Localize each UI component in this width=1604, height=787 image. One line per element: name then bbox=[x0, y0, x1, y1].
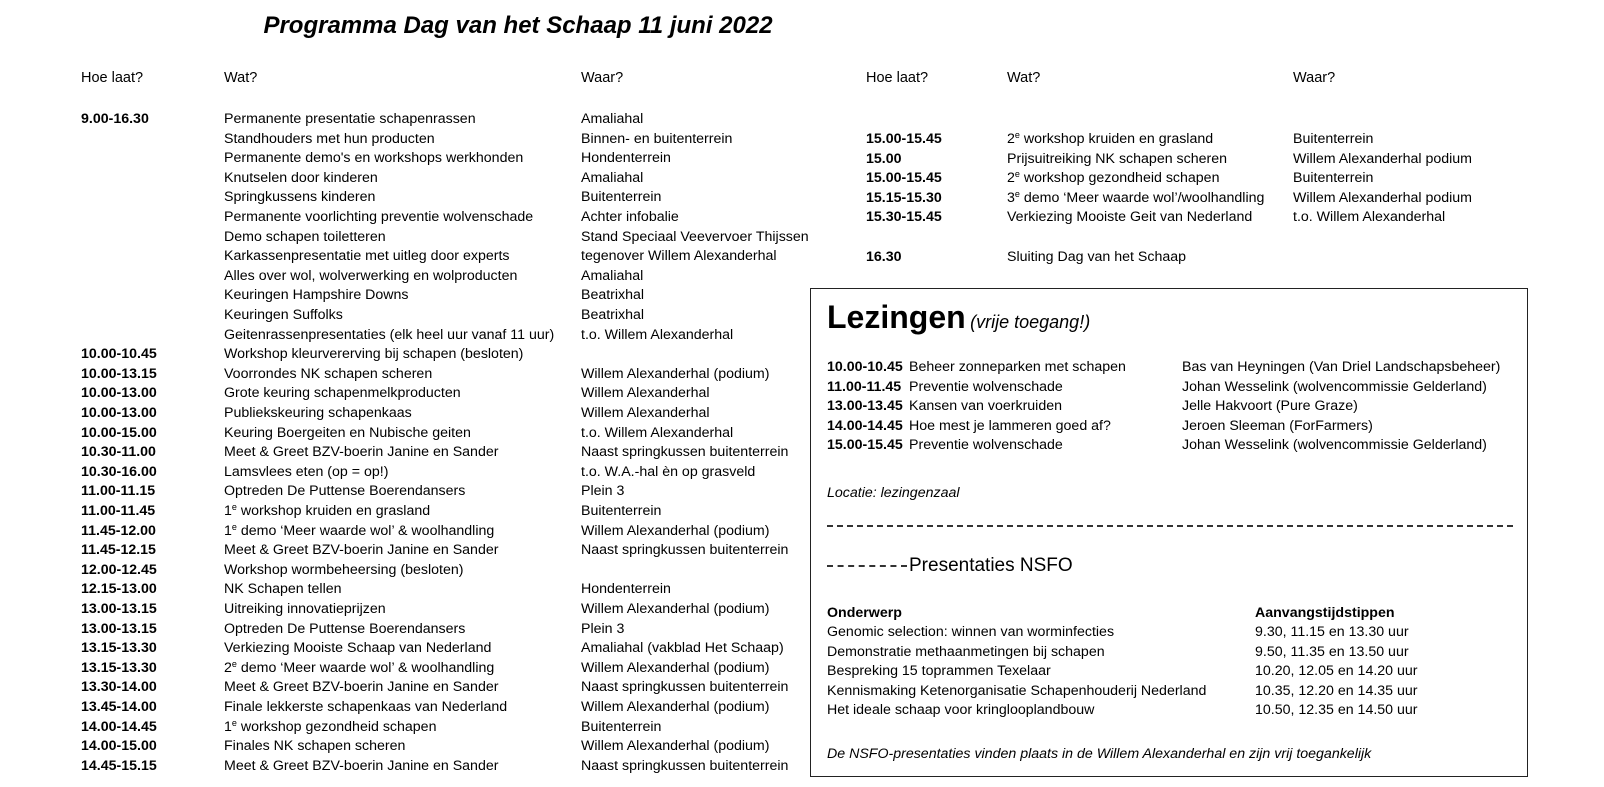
activity-cell bbox=[224, 718, 436, 737]
location-cell: Beatrixhal bbox=[581, 287, 645, 304]
presentation-subject: Het ideale schaap voor kringlooplandbouw bbox=[827, 702, 1095, 719]
lezingen-title: Lezingen bbox=[827, 299, 966, 335]
activity-cell: Permanente demo's en workshops werkhonden bbox=[224, 150, 524, 167]
ordinal-suffix: e bbox=[1014, 188, 1020, 199]
lecture-topic: Kansen van voerkruiden bbox=[909, 398, 1063, 415]
location-cell: tegenover Willem Alexanderhal bbox=[581, 248, 777, 265]
time-cell: 13.15-13.30 bbox=[81, 640, 157, 657]
location-cell: Willem Alexanderhal (podium) bbox=[581, 738, 770, 755]
time-cell: 13.00-13.15 bbox=[81, 601, 157, 617]
activity-cell: Prijsuitreiking NK schapen scheren bbox=[1007, 150, 1228, 167]
time-cell: 14.00-15.00 bbox=[81, 738, 157, 755]
location-cell: Achter infobalie bbox=[581, 209, 679, 225]
activity-text: workshop gezondheid schapen bbox=[236, 718, 437, 735]
presentation-times: 10.50, 12.35 en 14.50 uur bbox=[1255, 702, 1418, 719]
section-divider bbox=[827, 525, 1513, 527]
time-cell: 15.00-15.45 bbox=[866, 170, 942, 187]
time-cell: 12.00-12.45 bbox=[81, 561, 157, 578]
presentation-times: 9.50, 11.35 en 13.50 uur bbox=[1255, 643, 1409, 660]
activity-cell bbox=[1007, 130, 1213, 149]
location-cell: Amaliahal bbox=[581, 267, 644, 284]
activity-cell: Lamsvlees eten (op = op!) bbox=[224, 463, 389, 480]
location-cell: Amaliahal (vakblad Het Schaap) bbox=[581, 640, 784, 657]
time-cell: 11.00-11.45 bbox=[81, 503, 156, 519]
activity-cell: Knutselen door kinderen bbox=[224, 169, 378, 186]
location-cell: Willem Alexanderhal (podium) bbox=[581, 601, 770, 617]
location-cell: Hondenterrein bbox=[581, 150, 671, 167]
nsfo-heading-dashes bbox=[827, 565, 907, 567]
ordinal-number: 2 bbox=[224, 659, 232, 676]
time-cell: 10.00-13.00 bbox=[81, 385, 157, 402]
lecture-speaker: Jeroen Sleeman (ForFarmers) bbox=[1182, 417, 1373, 434]
lecture-time: 10.00-10.45 bbox=[827, 359, 903, 375]
time-cell: 13.00-13.15 bbox=[81, 620, 157, 637]
location-cell: Buitenterrein bbox=[1293, 170, 1374, 187]
location-cell: t.o. W.A.-hal èn op grasveld bbox=[581, 463, 756, 480]
location-cell: Naast springkussen buitenterrein bbox=[581, 679, 789, 696]
header-where: Waar? bbox=[581, 70, 624, 86]
location-cell: Amaliahal bbox=[581, 111, 644, 127]
activity-text: workshop kruiden en grasland bbox=[1019, 131, 1214, 147]
time-cell: 15.30-15.45 bbox=[866, 209, 942, 226]
activity-cell: Verkiezing Mooiste Schaap van Nederland bbox=[224, 640, 492, 657]
location-cell: t.o. Willem Alexanderhal bbox=[1293, 209, 1446, 226]
location-cell: Naast springkussen buitenterrein bbox=[581, 444, 789, 461]
time-cell: 15.00-15.45 bbox=[866, 131, 942, 147]
presentation-times: 10.35, 12.20 en 14.35 uur bbox=[1255, 682, 1418, 699]
location-cell: Plein 3 bbox=[581, 620, 625, 637]
location-cell: Stand Speciaal Veevervoer Thijssen bbox=[581, 228, 809, 245]
nsfo-footer: De NSFO-presentaties vinden plaats in de Willem Alexanderhal en zijn vrij toegankelijk bbox=[827, 746, 1372, 762]
activity-text: demo ‘Meer waarde wol’ & woolhandling bbox=[236, 659, 495, 676]
lecture-time: 14.00-14.45 bbox=[827, 417, 903, 434]
time-cell: 13.30-14.00 bbox=[81, 679, 157, 696]
activity-cell: Workshop kleurvererving bij schapen (besloten) bbox=[224, 346, 524, 363]
activity-cell: Meet & Greet BZV-boerin Janine en Sander bbox=[224, 757, 499, 774]
time-cell: 10.00-10.45 bbox=[81, 346, 157, 363]
activity-cell: Alles over wol, wolverwerking en wolproducten bbox=[224, 267, 518, 284]
presentation-subject: Demonstratie methaanmetingen bij schapen bbox=[827, 643, 1105, 660]
time-cell: 10.30-11.00 bbox=[81, 444, 156, 461]
activity-cell: Grote keuring schapenmelkproducten bbox=[224, 385, 461, 402]
location-cell: Willem Alexanderhal (podium) bbox=[581, 659, 770, 676]
activity-cell: Optreden De Puttense Boerendansers bbox=[224, 620, 466, 637]
nsfo-header-subject: Onderwerp bbox=[827, 605, 902, 621]
activity-cell: Permanente presentatie schapenrassen bbox=[224, 111, 476, 127]
ordinal-suffix: e bbox=[231, 521, 237, 532]
activity-text: demo ‘Meer waarde wol’ & woolhandling bbox=[236, 522, 495, 539]
activity-cell: Keuring Boergeiten en Nubische geiten bbox=[224, 424, 471, 441]
time-cell: 9.00-16.30 bbox=[81, 111, 149, 127]
lecture-speaker: Johan Wesselink (wolvencommissie Gelderland) bbox=[1182, 378, 1487, 395]
activity-cell: NK Schapen tellen bbox=[224, 581, 342, 598]
location-cell: Amaliahal bbox=[581, 169, 644, 186]
lecture-topic: Hoe mest je lammeren goed af? bbox=[909, 417, 1111, 434]
presentation-times: 10.20, 12.05 en 14.20 uur bbox=[1255, 663, 1418, 680]
lezingen-heading bbox=[827, 299, 1090, 336]
time-cell: 15.15-15.30 bbox=[866, 189, 942, 206]
location-cell: Buitenterrein bbox=[581, 189, 662, 206]
presentation-subject: Kennismaking Ketenorganisatie Schapenhouderij Nederland bbox=[827, 682, 1207, 699]
time-cell: 10.30-16.00 bbox=[81, 463, 157, 480]
lecture-speaker: Bas van Heyningen (Van Driel Landschapsbeheer) bbox=[1182, 359, 1501, 375]
location-cell: Willem Alexanderhal podium bbox=[1293, 189, 1473, 206]
activity-text: workshop gezondheid schapen bbox=[1019, 170, 1220, 187]
location-cell: Buitenterrein bbox=[581, 718, 662, 735]
lezingen-location: Locatie: lezingenzaal bbox=[827, 485, 960, 501]
activity-cell bbox=[224, 522, 494, 541]
location-cell: Naast springkussen buitenterrein bbox=[581, 542, 789, 559]
header-when-right: Hoe laat? bbox=[866, 70, 929, 86]
header-what-right: Wat? bbox=[1007, 70, 1041, 86]
activity-cell: Voorrondes NK schapen scheren bbox=[224, 365, 433, 382]
lecture-time: 13.00-13.45 bbox=[827, 398, 903, 415]
activity-cell bbox=[1007, 189, 1264, 208]
lecture-time: 11.00-11.45 bbox=[827, 378, 902, 395]
activity-text: demo ‘Meer waarde wol’/woolhandling bbox=[1019, 189, 1265, 206]
ordinal-number: 1 bbox=[224, 503, 232, 519]
location-cell: Willem Alexanderhal (podium) bbox=[581, 522, 770, 539]
lecture-topic: Preventie wolvenschade bbox=[909, 378, 1063, 395]
location-cell: t.o. Willem Alexanderhal bbox=[581, 424, 734, 441]
ordinal-number: 1 bbox=[224, 718, 232, 735]
lecture-topic: Preventie wolvenschade bbox=[909, 437, 1063, 454]
time-cell: 10.00-15.00 bbox=[81, 424, 157, 441]
activity-cell: Optreden De Puttense Boerendansers bbox=[224, 483, 466, 500]
time-cell: 12.15-13.00 bbox=[81, 581, 157, 598]
lecture-topic: Beheer zonneparken met schapen bbox=[909, 359, 1126, 375]
activity-cell: Verkiezing Mooiste Geit van Nederland bbox=[1007, 209, 1253, 226]
ordinal-suffix: e bbox=[231, 717, 237, 728]
activity-cell: Meet & Greet BZV-boerin Janine en Sander bbox=[224, 542, 499, 559]
activity-cell: Meet & Greet BZV-boerin Janine en Sander bbox=[224, 679, 499, 696]
time-cell: 10.00-13.00 bbox=[81, 405, 157, 421]
location-cell: Willem Alexanderhal (podium) bbox=[581, 365, 770, 382]
lecture-time: 15.00-15.45 bbox=[827, 437, 903, 454]
activity-cell: Karkassenpresentatie met uitleg door experts bbox=[224, 248, 510, 265]
time-cell: 11.45-12.00 bbox=[81, 522, 156, 539]
activity-cell: Geitenrassenpresentaties (elk heel uur vanaf 11 uur) bbox=[224, 326, 555, 343]
activity-cell: Permanente voorlichting preventie wolvenschade bbox=[224, 209, 534, 225]
ordinal-number: 2 bbox=[1007, 170, 1015, 187]
activity-cell: Finale lekkerste schapenkaas van Nederland bbox=[224, 699, 508, 715]
header-what: Wat? bbox=[224, 70, 258, 86]
time-cell: 14.45-15.15 bbox=[81, 757, 157, 774]
ordinal-number: 2 bbox=[1007, 131, 1015, 147]
location-cell: Binnen- en buitenterrein bbox=[581, 130, 733, 147]
activity-cell bbox=[224, 502, 430, 521]
ordinal-suffix: e bbox=[231, 658, 237, 669]
location-cell: Buitenterrein bbox=[1293, 131, 1374, 147]
activity-cell bbox=[1007, 169, 1219, 188]
ordinal-suffix: e bbox=[1014, 169, 1020, 180]
page-title: Programma Dag van het Schaap 11 juni 2022 bbox=[263, 12, 773, 39]
activity-cell: Demo schapen toiletteren bbox=[224, 228, 386, 245]
ordinal-number: 3 bbox=[1007, 189, 1015, 206]
activity-cell: Publiekskeuring schapenkaas bbox=[224, 405, 412, 421]
ordinal-suffix: e bbox=[1014, 130, 1020, 140]
presentation-subject: Bespreking 15 toprammen Texelaar bbox=[827, 663, 1051, 680]
location-cell: Beatrixhal bbox=[581, 307, 645, 323]
location-cell: Hondenterrein bbox=[581, 581, 671, 598]
location-cell: Plein 3 bbox=[581, 483, 625, 500]
activity-cell: Uitreiking innovatieprijzen bbox=[224, 601, 386, 617]
time-cell: 15.00 bbox=[866, 150, 902, 167]
lecture-speaker: Jelle Hakvoort (Pure Graze) bbox=[1182, 398, 1358, 415]
activity-cell: Meet & Greet BZV-boerin Janine en Sander bbox=[224, 444, 499, 461]
lecture-speaker: Johan Wesselink (wolvencommissie Gelderland) bbox=[1182, 437, 1487, 454]
location-cell: Willem Alexanderhal bbox=[581, 405, 710, 421]
presentation-subject: Genomic selection: winnen van worminfecties bbox=[827, 624, 1115, 640]
location-cell: Naast springkussen buitenterrein bbox=[581, 757, 789, 774]
activity-cell: Springkussens kinderen bbox=[224, 189, 376, 206]
lezingen-subtitle: (vrije toegang!) bbox=[970, 312, 1091, 332]
activity-cell: Finales NK schapen scheren bbox=[224, 738, 406, 755]
nsfo-title: Presentaties NSFO bbox=[909, 555, 1073, 576]
activity-cell: Standhouders met hun producten bbox=[224, 130, 435, 147]
ordinal-number: 1 bbox=[224, 522, 232, 539]
activity-cell bbox=[224, 659, 494, 678]
time-cell: 11.45-12.15 bbox=[81, 542, 156, 559]
location-cell: t.o. Willem Alexanderhal bbox=[581, 326, 734, 343]
location-cell: Willem Alexanderhal bbox=[581, 385, 710, 402]
location-cell: Willem Alexanderhal (podium) bbox=[581, 699, 770, 715]
nsfo-heading bbox=[827, 555, 1073, 577]
activity-cell: Keuringen Suffolks bbox=[224, 307, 343, 323]
activity-cell: Keuringen Hampshire Downs bbox=[224, 287, 409, 304]
nsfo-header-times: Aanvangstijdstippen bbox=[1255, 605, 1395, 621]
location-cell: Willem Alexanderhal podium bbox=[1293, 150, 1473, 167]
activity-text: workshop kruiden en grasland bbox=[236, 503, 431, 519]
time-cell: 11.00-11.15 bbox=[81, 483, 156, 500]
ordinal-suffix: e bbox=[231, 502, 237, 512]
time-cell: 13.15-13.30 bbox=[81, 659, 157, 676]
header-where-right: Waar? bbox=[1293, 70, 1336, 86]
header-when: Hoe laat? bbox=[81, 70, 144, 86]
location-cell: Buitenterrein bbox=[581, 503, 662, 519]
time-cell: 14.00-14.45 bbox=[81, 718, 157, 735]
lezingen-box bbox=[810, 288, 1528, 777]
activity-cell: Workshop wormbeheersing (besloten) bbox=[224, 561, 464, 578]
activity-cell: Sluiting Dag van het Schaap bbox=[1007, 248, 1187, 265]
time-cell: 13.45-14.00 bbox=[81, 699, 157, 715]
time-cell: 16.30 bbox=[866, 248, 902, 265]
presentation-times: 9.30, 11.15 en 13.30 uur bbox=[1255, 624, 1409, 640]
time-cell: 10.00-13.15 bbox=[81, 365, 157, 382]
